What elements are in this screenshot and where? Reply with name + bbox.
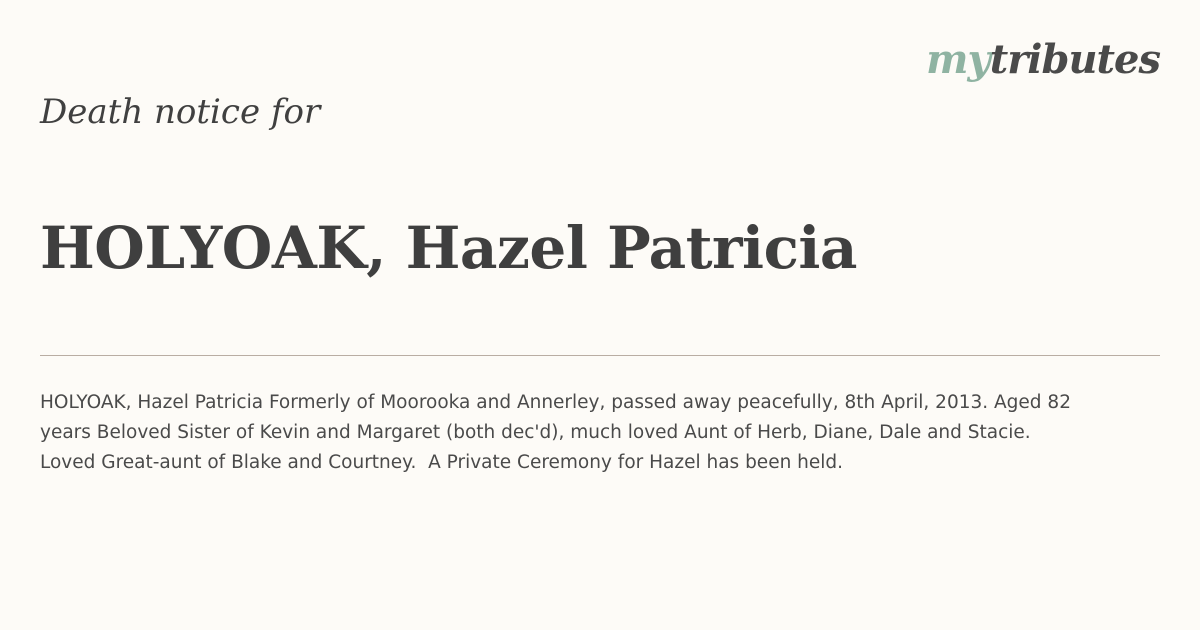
mytributes-logo[interactable] [926, 34, 1160, 86]
notice-body-line: HOLYOAK, Hazel Patricia Formerly of Moorooka and Annerley, passed away peacefully, 8th April, 2013. Aged 82 [40, 392, 1071, 413]
notice-body-line: Loved Great-aunt of Blake and Courtney. A Private Ceremony for Hazel has been held. [40, 452, 844, 473]
logo-my-text: my [926, 36, 990, 83]
logo-tributes-text: tributes [989, 36, 1160, 83]
notice-body [40, 388, 1160, 478]
notice-body-line: years Beloved Sister of Kevin and Margaret (both dec'd), much loved Aunt of Herb, Diane, Dale and Stacie. [40, 422, 1031, 443]
deceased-name: HOLYOAK, Hazel Patricia [40, 214, 858, 282]
notice-kicker: Death notice for [40, 92, 321, 132]
section-divider [40, 355, 1160, 356]
